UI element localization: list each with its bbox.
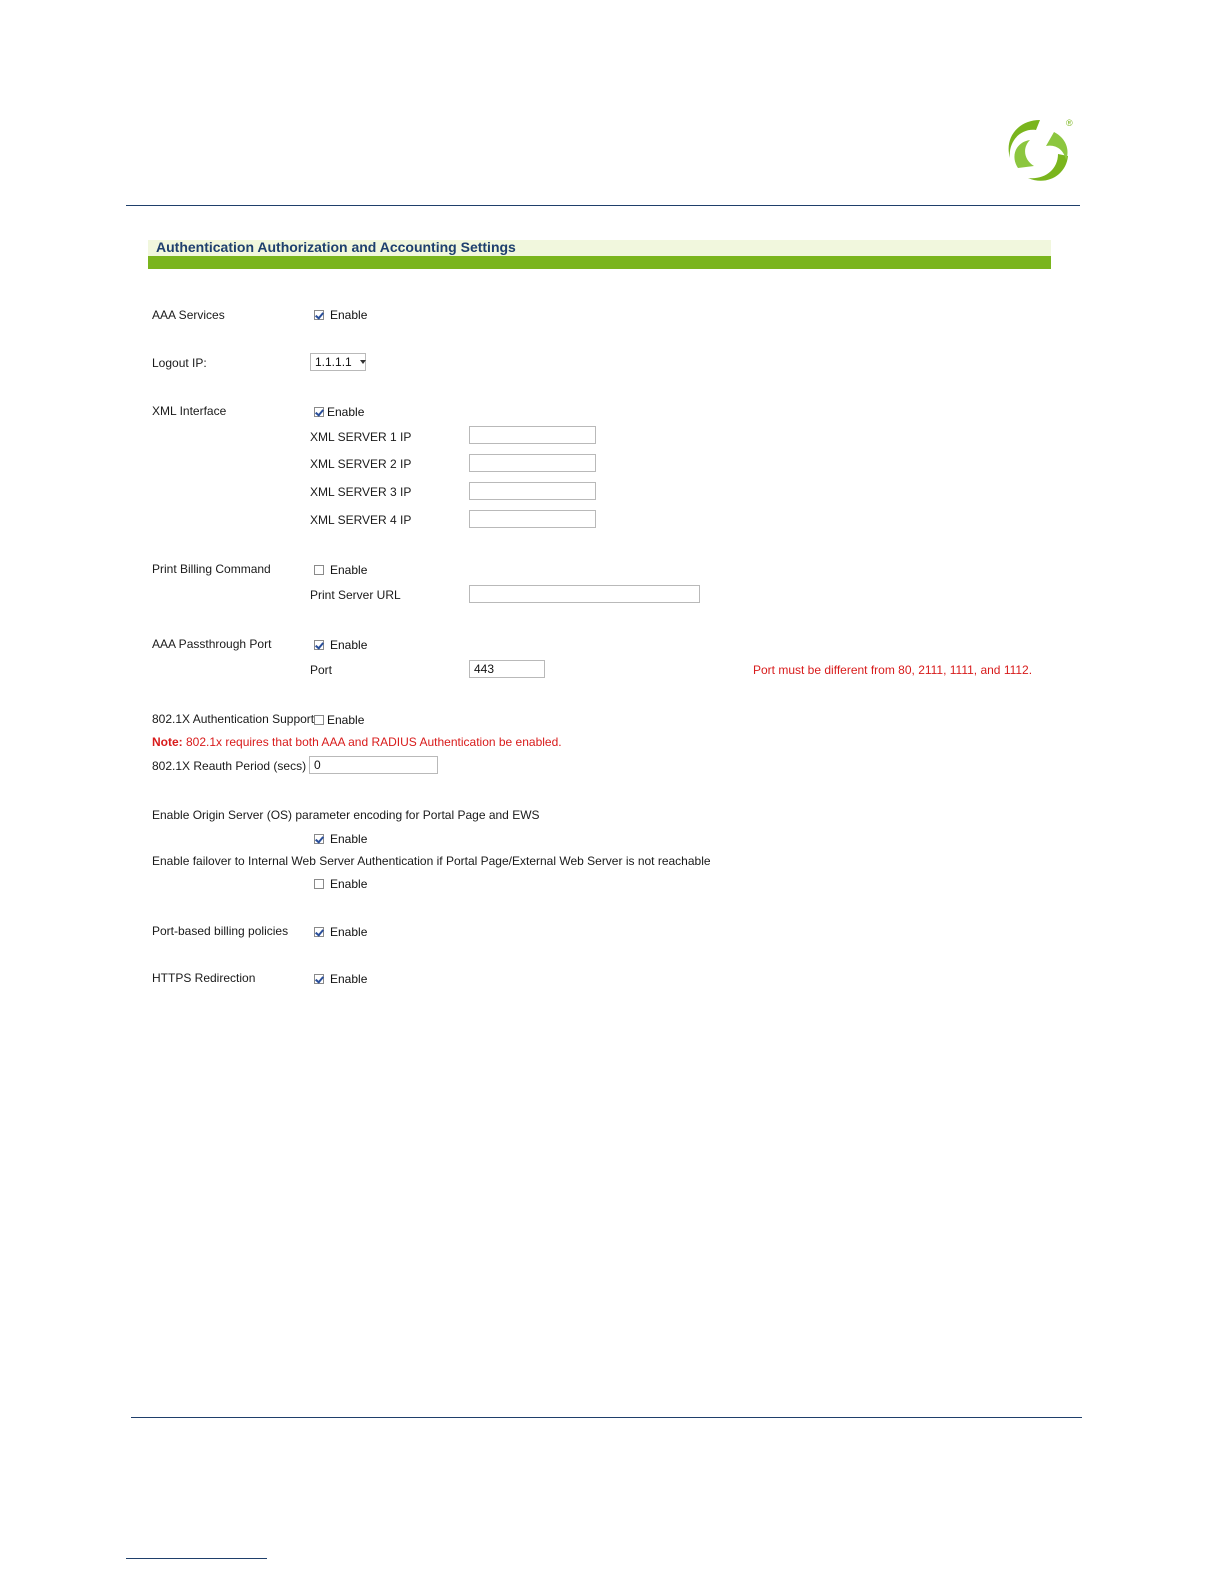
print-billing-label: Print Billing Command bbox=[152, 562, 271, 576]
xml-interface-checkbox[interactable] bbox=[314, 405, 364, 419]
checkbox-checked-icon bbox=[314, 640, 324, 650]
bottom-divider bbox=[131, 1417, 1082, 1418]
print-server-url-label: Print Server URL bbox=[310, 588, 401, 602]
failover-checkbox[interactable] bbox=[314, 877, 367, 891]
xml-server-1-input[interactable] bbox=[469, 426, 596, 444]
passthrough-enable-label: Enable bbox=[330, 638, 368, 652]
origin-server-label: Enable Origin Server (OS) parameter encoding for Portal Page and EWS bbox=[152, 808, 540, 822]
xml-server-4-input[interactable] bbox=[469, 510, 596, 528]
port-billing-enable-label: Enable bbox=[330, 925, 368, 939]
checkbox-checked-icon bbox=[314, 927, 324, 937]
https-redirect-enable-label: Enable bbox=[330, 972, 368, 986]
passthrough-checkbox[interactable] bbox=[314, 638, 367, 652]
logout-ip-label: Logout IP: bbox=[152, 356, 207, 370]
dot1x-enable-label: Enable bbox=[327, 713, 365, 727]
checkbox-checked-icon bbox=[314, 834, 324, 844]
chevron-down-icon bbox=[360, 360, 366, 364]
origin-server-enable-label: Enable bbox=[330, 832, 368, 846]
checkbox-unchecked-icon bbox=[314, 565, 324, 575]
checkbox-unchecked-icon bbox=[314, 879, 324, 889]
https-redirect-checkbox[interactable] bbox=[314, 972, 367, 986]
checkbox-unchecked-icon bbox=[314, 715, 324, 725]
dot1x-note-prefix: Note: bbox=[152, 735, 183, 749]
failover-label: Enable failover to Internal Web Server Authentication if Portal Page/External Web Server is not reachable bbox=[152, 854, 711, 868]
dot1x-label: 802.1X Authentication Support bbox=[152, 712, 315, 726]
aaa-services-checkbox[interactable] bbox=[314, 308, 367, 322]
print-billing-enable-label: Enable bbox=[330, 563, 368, 577]
checkbox-checked-icon bbox=[314, 407, 324, 417]
xml-server-3-label: XML SERVER 3 IP bbox=[310, 485, 412, 499]
page-title: Authentication Authorization and Accounting Settings bbox=[156, 239, 516, 255]
top-divider bbox=[126, 205, 1080, 206]
checkbox-checked-icon bbox=[314, 310, 324, 320]
print-billing-checkbox[interactable] bbox=[314, 563, 367, 577]
dot1x-checkbox[interactable] bbox=[314, 713, 364, 727]
port-billing-label: Port-based billing policies bbox=[152, 924, 289, 938]
failover-enable-label: Enable bbox=[330, 877, 368, 891]
dot1x-note bbox=[152, 735, 562, 749]
xml-server-2-label: XML SERVER 2 IP bbox=[310, 457, 412, 471]
reauth-period-input[interactable]: 0 bbox=[309, 756, 438, 774]
print-server-url-input[interactable] bbox=[469, 585, 700, 603]
xml-server-1-label: XML SERVER 1 IP bbox=[310, 430, 412, 444]
brand-logo-icon bbox=[996, 112, 1084, 188]
logout-ip-select[interactable] bbox=[310, 353, 366, 371]
port-input[interactable]: 443 bbox=[469, 660, 545, 678]
port-billing-checkbox[interactable] bbox=[314, 925, 367, 939]
logout-ip-value: 1.1.1.1 bbox=[315, 355, 352, 369]
xml-server-4-label: XML SERVER 4 IP bbox=[310, 513, 412, 527]
aaa-services-enable-label: Enable bbox=[330, 308, 368, 322]
passthrough-label: AAA Passthrough Port bbox=[152, 637, 272, 651]
checkbox-checked-icon bbox=[314, 974, 324, 984]
xml-server-3-input[interactable] bbox=[469, 482, 596, 500]
port-label: Port bbox=[310, 663, 333, 677]
xml-interface-enable-label: Enable bbox=[327, 405, 365, 419]
reauth-period-label: 802.1X Reauth Period (secs) bbox=[152, 759, 307, 773]
dot1x-note-text: 802.1x requires that both AAA and RADIUS Authentication be enabled. bbox=[182, 735, 562, 749]
https-redirect-label: HTTPS Redirection bbox=[152, 971, 256, 985]
xml-interface-label: XML Interface bbox=[152, 404, 227, 418]
footnote-divider bbox=[126, 1558, 267, 1559]
aaa-services-label: AAA Services bbox=[152, 308, 225, 322]
registered-mark: ® bbox=[1066, 118, 1073, 128]
port-warning-text: Port must be different from 80, 2111, 1111, and 1112. bbox=[753, 663, 1033, 677]
origin-server-checkbox[interactable] bbox=[314, 832, 367, 846]
xml-server-2-input[interactable] bbox=[469, 454, 596, 472]
section-header-bar bbox=[148, 256, 1051, 269]
